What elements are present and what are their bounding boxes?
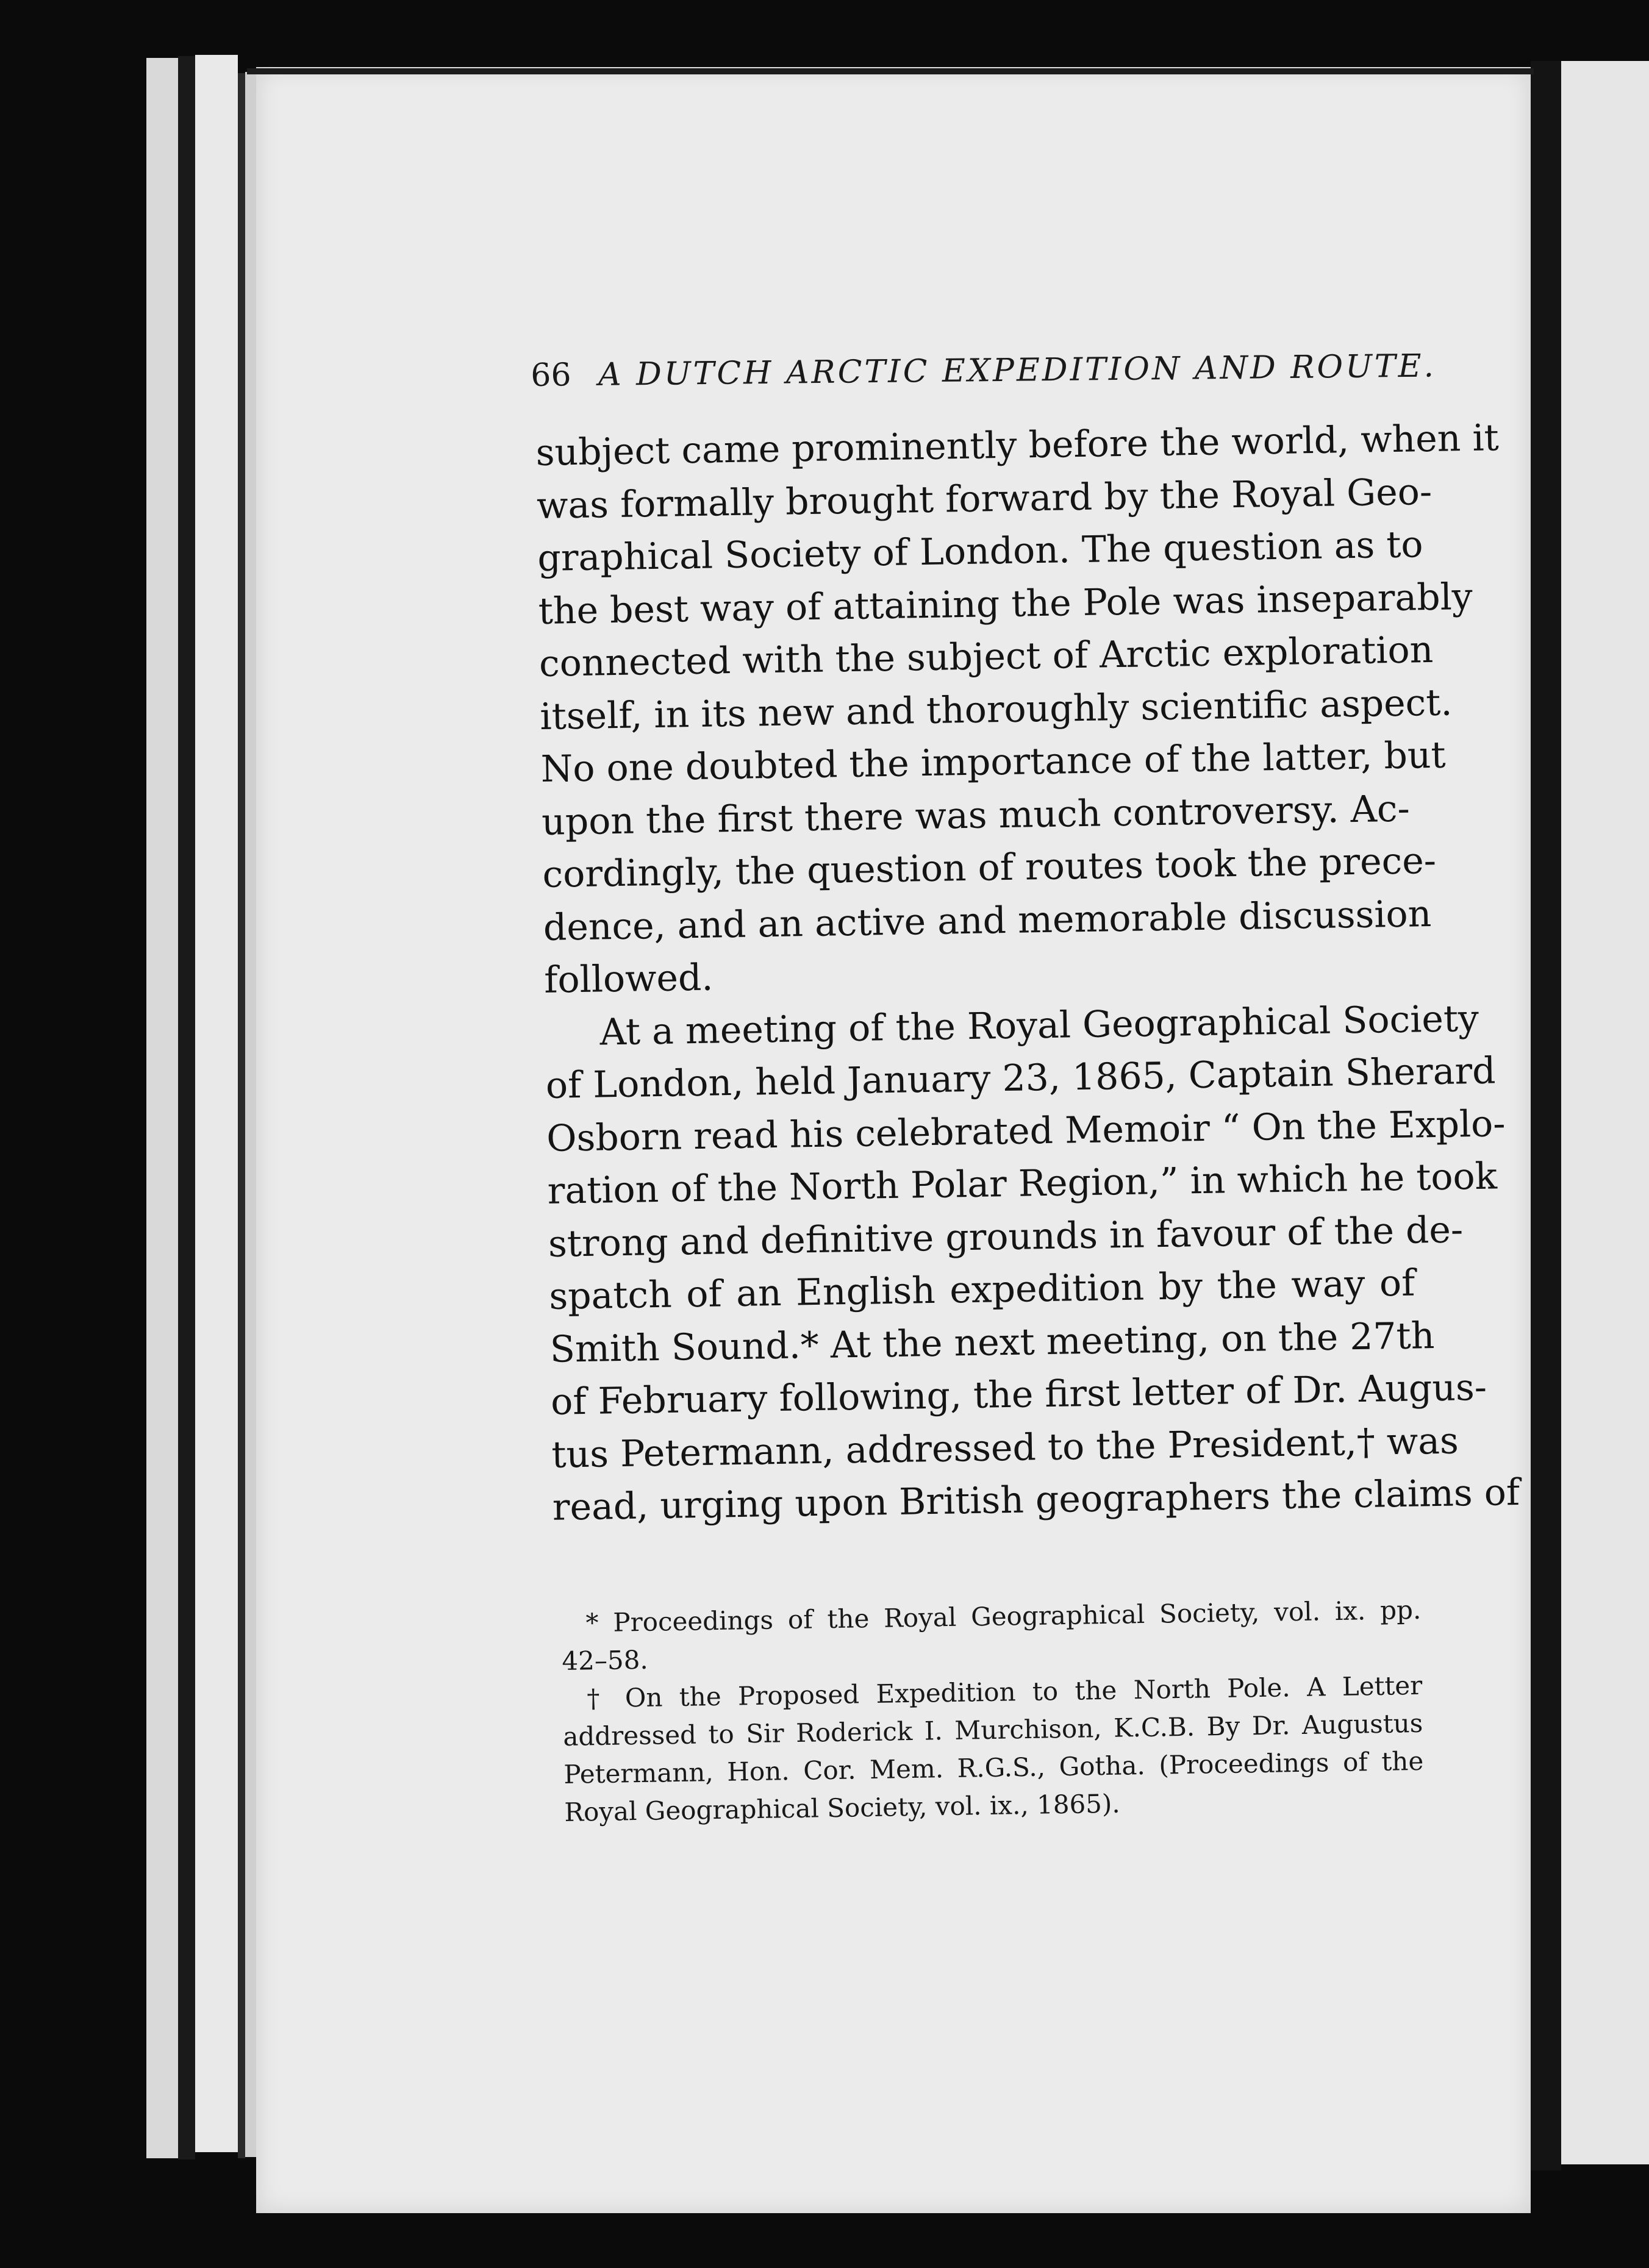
body-text [535, 413, 1520, 1535]
page-stack-edge [245, 72, 257, 2157]
page-stack-edge [146, 58, 178, 2158]
text-line: was formally brought forward by the Royal Geo- [536, 470, 1433, 527]
footnotes [561, 1591, 1425, 1831]
page-stack-shadow [178, 56, 195, 2159]
text-line: followed. [543, 956, 714, 1002]
text-line: upon the first there was much controversy. Ac- [541, 787, 1411, 844]
text-line: Smith Sound.* At the next meeting, on the 27th [549, 1314, 1435, 1371]
text-line: dence, and an active and memorable discussion [543, 892, 1432, 949]
text-line: ration of the North Polar Region,” in which he took [547, 1155, 1498, 1213]
text-line: graphical Society of London. The question as to [537, 523, 1424, 580]
footnote-line: * Proceedings of the Royal Geographical Society, vol. ix. pp. [585, 1594, 1422, 1638]
running-header [531, 348, 1437, 406]
text-line: At a meeting of the Royal Geographical Society [599, 997, 1479, 1054]
text-line: of February following, the first letter of Dr. Augus- [550, 1366, 1487, 1424]
text-line: of London, held January 23, 1865, Captain Sherard [545, 1049, 1497, 1107]
footnote-line: 42–58. [562, 1644, 649, 1676]
footnote-line: Petermann, Hon. Cor. Mem. R.G.S., Gotha. (Proceedings of the [563, 1746, 1424, 1789]
footnote-line: Royal Geographical Society, vol. ix., 1865). [563, 1788, 1121, 1827]
text-line: cordingly, the question of routes took the prece- [542, 839, 1437, 896]
text-line: the best way of attaining the Pole was inseparably [538, 575, 1473, 633]
page-number: 66 [531, 357, 571, 394]
text-line: read, urging upon British geographers the claims of [552, 1471, 1520, 1529]
text-line: itself, in its new and thoroughly scientific aspect. [539, 680, 1453, 738]
footnote-line: † On the Proposed Expedition to the North Pole. A Letter [587, 1670, 1423, 1714]
text-line: spatch of an English expedition by the way of [548, 1261, 1415, 1318]
running-title: A DUTCH ARCTIC EXPEDITION AND ROUTE. [598, 348, 1437, 393]
page-top-edge [247, 68, 1534, 74]
footnote-line: addressed to Sir Roderick I. Murchison, K.C.B. By Dr. Augustus [563, 1708, 1423, 1752]
text-line: Osborn read his celebrated Memoir “ On the Explo- [546, 1102, 1506, 1160]
page-stack-edge [195, 55, 238, 2152]
text-line: subject came prominently before the world, when it [535, 416, 1500, 474]
text-line: strong and definitive grounds in favour of the de- [548, 1208, 1464, 1266]
text-line: connected with the subject of Arctic exploration [538, 628, 1434, 685]
text-line: tus Petermann, addressed to the President,† was [551, 1419, 1459, 1477]
facing-page-edge [1561, 61, 1649, 2164]
text-line: No one doubted the importance of the latter, but [540, 733, 1447, 791]
page-stack-shadow [238, 73, 245, 2158]
gutter-shadow [1531, 61, 1561, 2170]
